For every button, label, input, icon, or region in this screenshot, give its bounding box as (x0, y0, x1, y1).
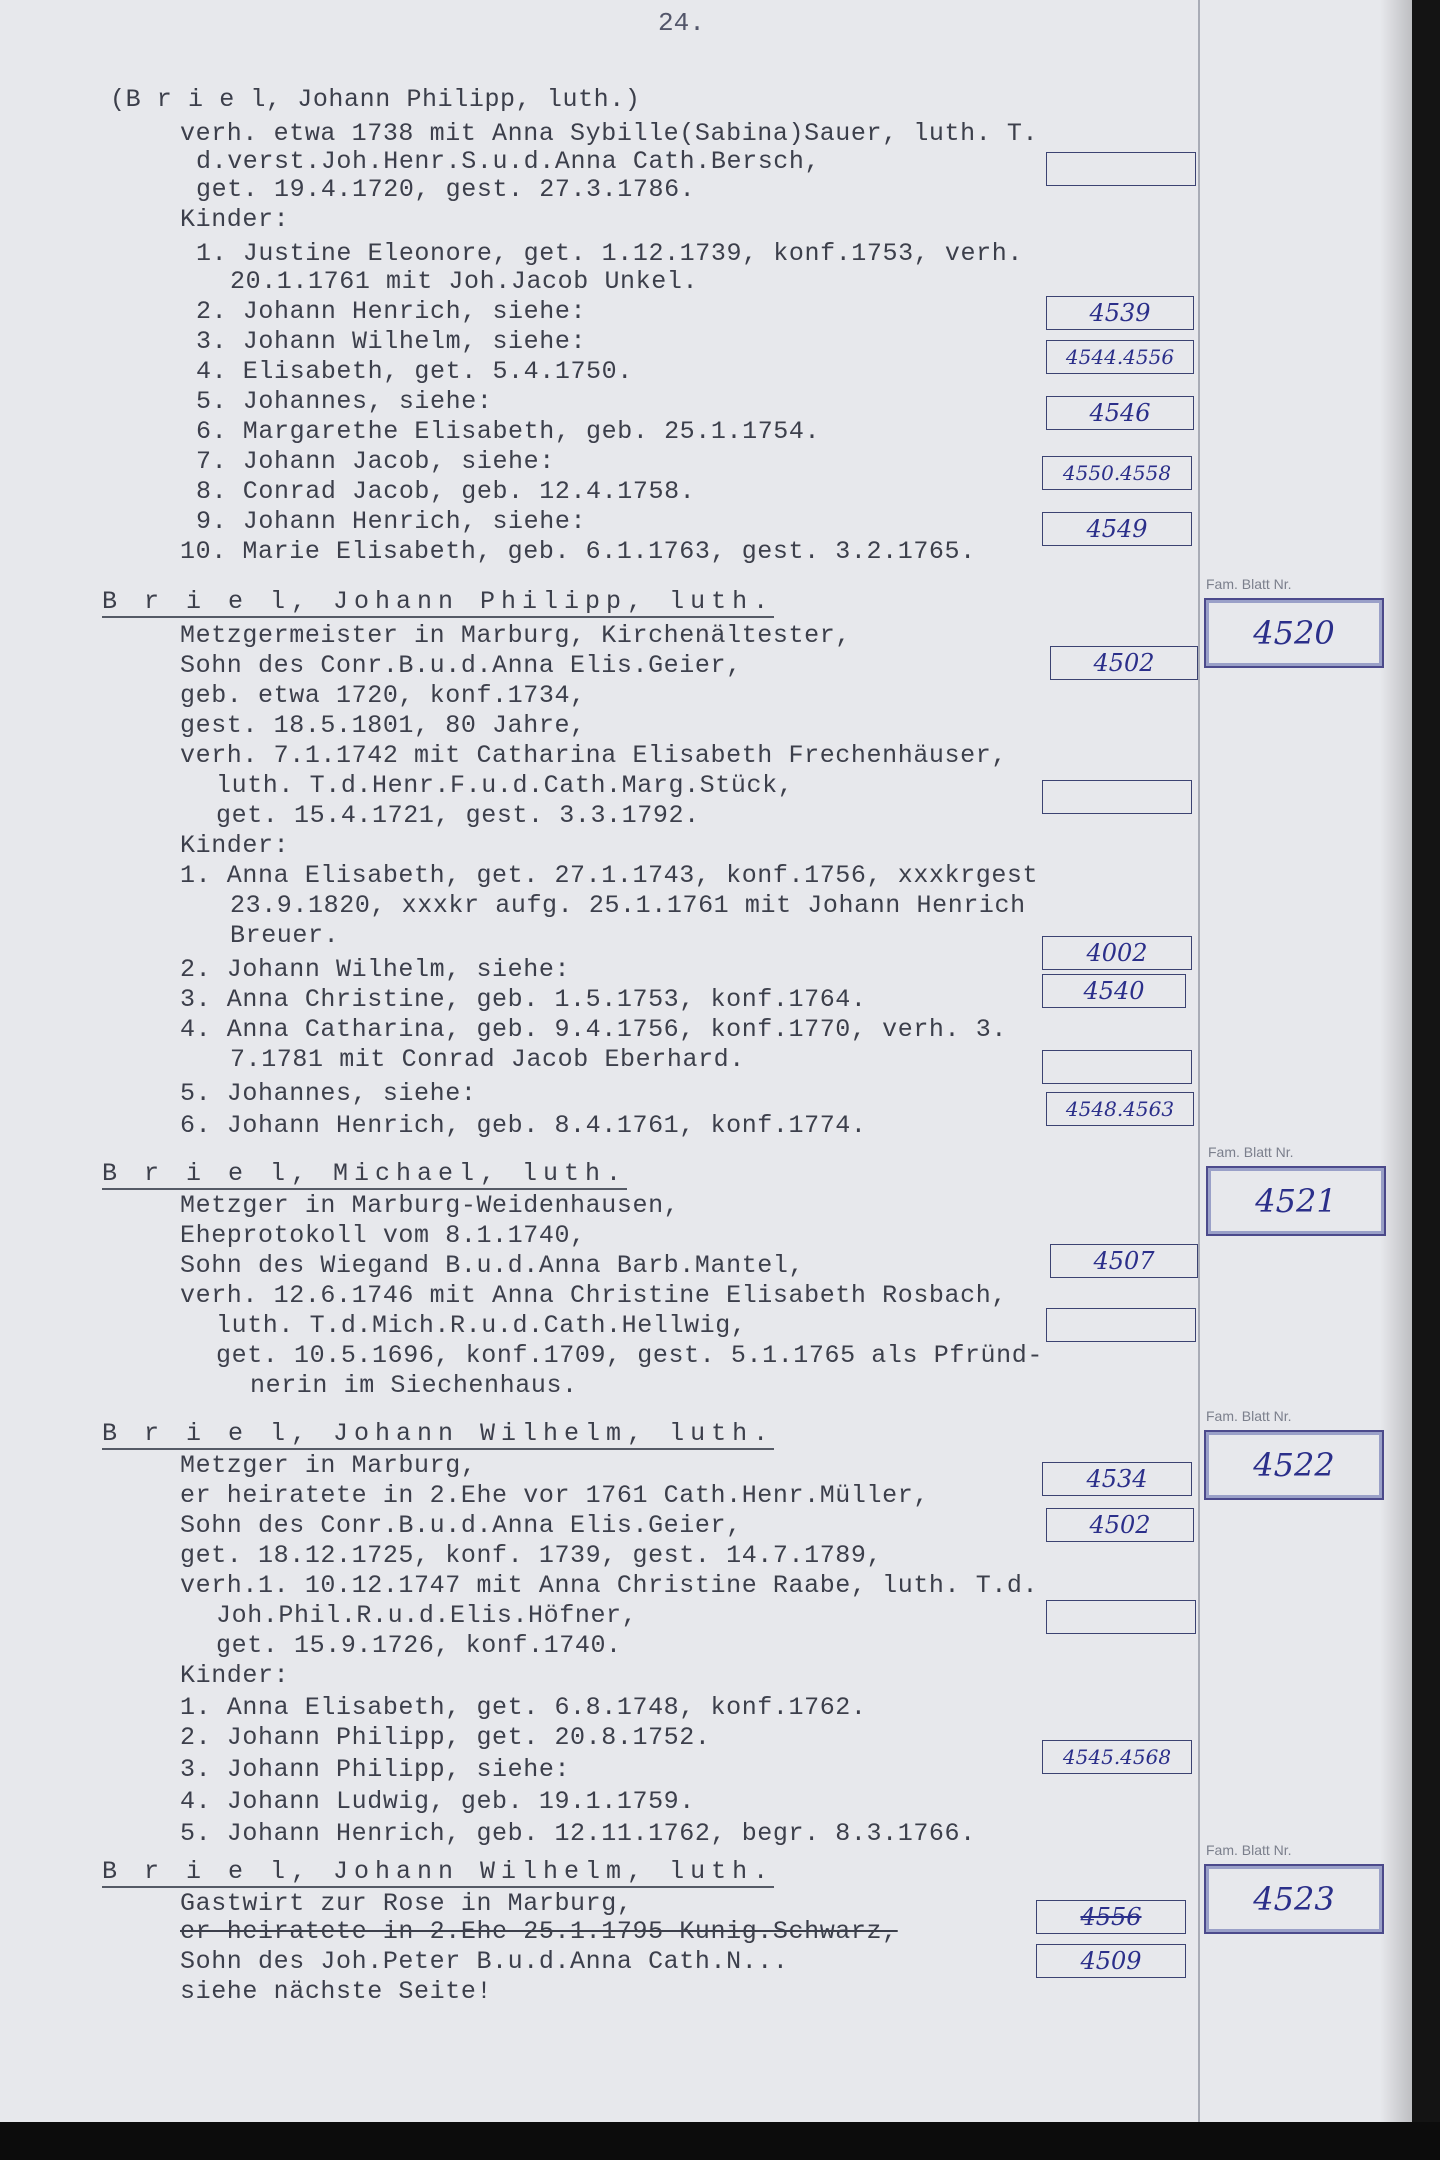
text-line: get. 19.4.1720, gest. 27.3.1786. (196, 175, 696, 204)
text-line: 6. Johann Henrich, geb. 8.4.1761, konf.1774. (180, 1111, 867, 1140)
text-line: Sohn des Joh.Peter B.u.d.Anna Cath.N... (180, 1947, 789, 1976)
text-line: Joh.Phil.R.u.d.Elis.Höfner, (216, 1601, 638, 1630)
text-line: geb. etwa 1720, konf.1734, (180, 681, 586, 710)
entry-header: B r i e l, Johann Wilhelm, luth. (102, 1419, 775, 1448)
text-line: luth. T.d.Henr.F.u.d.Cath.Marg.Stück, (216, 771, 794, 800)
text-line: verh.1. 10.12.1747 mit Anna Christine Raabe, luth. T.d. (180, 1571, 1039, 1600)
fam-blatt-number: 4520 (1204, 598, 1384, 668)
ref-box: 4556 (1036, 1900, 1186, 1934)
text-line: Kinder: (180, 831, 290, 860)
text-line: Metzger in Marburg, (180, 1451, 477, 1480)
text-line: er heiratete in 2.Ehe vor 1761 Cath.Henr.Müller, (180, 1481, 929, 1510)
text-line: verh. 12.6.1746 mit Anna Christine Elisabeth Rosbach, (180, 1281, 1007, 1310)
text-line: 1. Anna Elisabeth, get. 6.8.1748, konf.1762. (180, 1693, 867, 1722)
text-line: Sohn des Wiegand B.u.d.Anna Barb.Mantel, (180, 1251, 805, 1280)
text-line: 2. Johann Philipp, get. 20.8.1752. (180, 1723, 711, 1752)
text-line: 4. Elisabeth, get. 5.4.1750. (196, 357, 633, 386)
text-line: 5. Johannes, siehe: (180, 1079, 477, 1108)
text-line: 3. Johann Philipp, siehe: (180, 1755, 571, 1784)
text-line: Sohn des Conr.B.u.d.Anna Elis.Geier, (180, 1511, 742, 1540)
text-line: Breuer. (230, 921, 340, 950)
text-line: Metzger in Marburg-Weidenhausen, (180, 1191, 680, 1220)
ref-box (1046, 1308, 1196, 1342)
text-line: get. 15.4.1721, gest. 3.3.1792. (216, 801, 700, 830)
fam-blatt-number: 4521 (1206, 1166, 1386, 1236)
fam-blatt-label: Fam. Blatt Nr. (1206, 1842, 1292, 1858)
ref-box: 4502 (1046, 1508, 1194, 1542)
ref-box: 4534 (1042, 1462, 1192, 1496)
text-line: d.verst.Joh.Henr.S.u.d.Anna Cath.Bersch, (196, 147, 821, 176)
text-line: get. 15.9.1726, konf.1740. (216, 1631, 622, 1660)
text-line: Eheprotokoll vom 8.1.1740, (180, 1221, 586, 1250)
text-line: Kinder: (180, 205, 290, 234)
ref-box: 4544.4556 (1046, 340, 1194, 374)
text-line: 5. Johannes, siehe: (196, 387, 493, 416)
text-line-struck: er heiratete in 2.Ehe 25.1.1795 Kunig.Schwarz, (180, 1917, 898, 1946)
ref-box (1042, 1050, 1192, 1084)
ref-box: 4540 (1042, 974, 1186, 1008)
text-line: Gastwirt zur Rose in Marburg, (180, 1889, 633, 1918)
text-line: 3. Anna Christine, geb. 1.5.1753, konf.1764. (180, 985, 867, 1014)
margin-rule (1198, 0, 1200, 2150)
text-line: verh. 7.1.1742 mit Catharina Elisabeth Frechenhäuser, (180, 741, 1007, 770)
text-line: nerin im Siechenhaus. (250, 1371, 578, 1400)
ref-box (1042, 780, 1192, 814)
text-line: 8. Conrad Jacob, geb. 12.4.1758. (196, 477, 696, 506)
text-line: 1. Justine Eleonore, get. 1.12.1739, konf.1753, verh. (196, 239, 1023, 268)
ref-box: 4549 (1042, 512, 1192, 546)
ref-box: 4539 (1046, 296, 1194, 330)
page-edge-shadow (1380, 0, 1412, 2160)
ref-box: 4507 (1050, 1244, 1198, 1278)
text-line: verh. etwa 1738 mit Anna Sybille(Sabina)Sauer, luth. T. (180, 119, 1039, 148)
scan-border-bottom (0, 2122, 1440, 2160)
ref-box: 4548.4563 (1046, 1092, 1194, 1126)
entry-header: B r i e l, Michael, luth. (102, 1159, 628, 1188)
ref-box (1046, 152, 1196, 186)
entry-header: (B r i e l, Johann Philipp, luth.) (110, 85, 641, 114)
text-line: 6. Margarethe Elisabeth, geb. 25.1.1754. (196, 417, 821, 446)
text-line: 7.1781 mit Conrad Jacob Eberhard. (230, 1045, 745, 1074)
fam-blatt-label: Fam. Blatt Nr. (1206, 576, 1292, 592)
entry-header: B r i e l, Johann Wilhelm, luth. (102, 1857, 775, 1886)
text-line: get. 18.12.1725, konf. 1739, gest. 14.7.1789, (180, 1541, 883, 1570)
text-line: 2. Johann Wilhelm, siehe: (180, 955, 571, 984)
fam-blatt-number: 4522 (1204, 1430, 1384, 1500)
text-line: siehe nächste Seite! (180, 1977, 493, 2006)
scan-border-right (1412, 0, 1440, 2160)
fam-blatt-label: Fam. Blatt Nr. (1206, 1408, 1292, 1424)
ref-box: 4550.4558 (1042, 456, 1192, 490)
text-line: Kinder: (180, 1661, 290, 1690)
text-line: Sohn des Conr.B.u.d.Anna Elis.Geier, (180, 651, 742, 680)
text-line: get. 10.5.1696, konf.1709, gest. 5.1.1765 als Pfründ- (216, 1341, 1043, 1370)
fam-blatt-label: Fam. Blatt Nr. (1208, 1144, 1294, 1160)
text-line: 1. Anna Elisabeth, get. 27.1.1743, konf.1756, xxxkrgest (180, 861, 1039, 890)
page-number: 24. (658, 8, 705, 38)
text-line: 3. Johann Wilhelm, siehe: (196, 327, 587, 356)
text-line: 2. Johann Henrich, siehe: (196, 297, 587, 326)
text-line: 5. Johann Henrich, geb. 12.11.1762, begr. 8.3.1766. (180, 1819, 976, 1848)
text-line: 4. Johann Ludwig, geb. 19.1.1759. (180, 1787, 695, 1816)
ref-box: 4502 (1050, 646, 1198, 680)
ref-box: 4509 (1036, 1944, 1186, 1978)
ref-box: 4546 (1046, 396, 1194, 430)
text-line: gest. 18.5.1801, 80 Jahre, (180, 711, 586, 740)
ref-box (1046, 1600, 1196, 1634)
text-line: 7. Johann Jacob, siehe: (196, 447, 555, 476)
ref-box: 4545.4568 (1042, 1740, 1192, 1774)
text-line: 23.9.1820, xxxkr aufg. 25.1.1761 mit Johann Henrich (230, 891, 1026, 920)
text-line: 4. Anna Catharina, geb. 9.4.1756, konf.1770, verh. 3. (180, 1015, 1007, 1044)
ref-box: 4002 (1042, 936, 1192, 970)
text-line: 9. Johann Henrich, siehe: (196, 507, 587, 536)
fam-blatt-number: 4523 (1204, 1864, 1384, 1934)
entry-header: B r i e l, Johann Philipp, luth. (102, 587, 775, 616)
text-line: luth. T.d.Mich.R.u.d.Cath.Hellwig, (216, 1311, 747, 1340)
text-line: 20.1.1761 mit Joh.Jacob Unkel. (230, 267, 699, 296)
text-line: 10. Marie Elisabeth, geb. 6.1.1763, gest. 3.2.1765. (180, 537, 976, 566)
text-line: Metzgermeister in Marburg, Kirchenältester, (180, 621, 851, 650)
